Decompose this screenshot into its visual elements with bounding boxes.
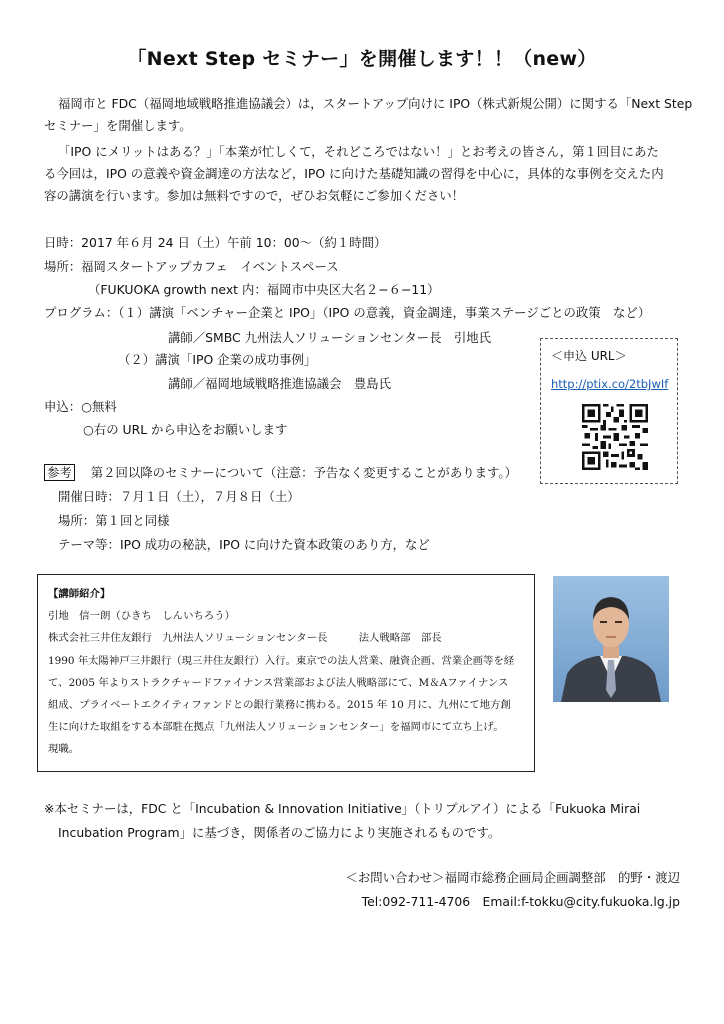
qr-code-icon[interactable]: [582, 404, 648, 470]
note-line-1: ※本セミナーは，FDC と「Incubation & Innovation Initiative」（トリプルアイ）による「Fukuoka Mirai: [44, 801, 641, 816]
program-item-1: プログラム：（１）講演「ベンチャー企業と IPO」（IPO の意義，資金調達，事業ステージごとの政策 など）: [44, 305, 651, 320]
profile-bio-line-4: 生に向けた取組をする本部駐在拠点「九州法人ソリューションセンター」を福岡市にて立ち上げ。: [48, 721, 504, 733]
profile-bio-line-5: 現職。: [48, 743, 80, 755]
contact-line-2: Tel:092-711-4706 Email:f-tokku@city.fukuoka.lg.jp: [361, 894, 680, 909]
speaker-photo: [553, 576, 669, 702]
apply-url-label: ＜申込 URL＞: [551, 349, 627, 363]
intro-paragraph-1-line-2: セミナー」を開催します。: [44, 118, 192, 133]
profile-bio-line-2: て、2005 年よりストラクチャードファイナンス営業部および法人戦略部にて、M＆Aファイナンス: [48, 677, 509, 689]
apply-fee: 申込：○無料: [44, 399, 117, 414]
reference-heading: 第２回以降のセミナーについて（注意：予告なく変更することがあります。）: [90, 465, 517, 480]
profile-heading: 【講師紹介】: [48, 588, 111, 600]
apply-url-box: [540, 338, 678, 484]
profile-name: 引地 信一朗（ひきち しんいちろう）: [48, 610, 236, 622]
profile-bio-line-1: 1990 年太陽神戸三井銀行（現三井住友銀行）入行。東京での法人営業、融資企画、営業企画等を経: [48, 655, 515, 667]
profile-bio-line-3: 組成、プライベートエクイティファンドとの銀行業務に携わる。2015 年 10 月に、九州にて地方創: [48, 699, 511, 711]
event-place-address: （FUKUOKA growth next 内：福岡市中央区大名２−６−11）: [88, 282, 440, 297]
page-title: 「Next Step セミナー」を開催します！！（new）: [127, 48, 597, 70]
contact-line-1: ＜お問い合わせ＞福岡市総務企画局企画調整部 的野・渡辺: [345, 870, 680, 885]
program-item-1-speaker: 講師／SMBC 九州法人ソリューションセンター長 引地氏: [168, 330, 492, 345]
reference-theme: テーマ等：IPO 成功の秘訣，IPO に向けた資本政策のあり方，など: [58, 537, 430, 552]
program-item-2-speaker: 講師／福岡地域戦略推進協議会 豊島氏: [168, 376, 392, 391]
apply-method: ○右の URL から申込をお願いします: [83, 422, 288, 437]
intro-paragraph-2-line-2: る今回は，IPO の意義や資金調達の方法など，IPO に向けた基礎知識の習得を中心に，具体的な事例を交えた内: [44, 166, 664, 181]
reference-tag: 参考: [44, 464, 75, 481]
intro-paragraph-2-line-1: 「IPO にメリットはある？」「本業が忙しくて，それどころではない！」とお考えの皆さん，第１回目にあた: [58, 144, 659, 159]
program-item-2: （２）講演「IPO 企業の成功事例」: [118, 352, 317, 367]
event-place: 場所：福岡スタートアップカフェ イベントスペース: [44, 259, 339, 274]
speaker-profile-box: [37, 574, 535, 772]
profile-position: 株式会社三井住友銀行 九州法人ソリューションセンター長 法人戦略部 部長: [48, 632, 442, 644]
reference-dates: 開催日時：７月１日（土），７月８日（土）: [58, 489, 300, 504]
reference-place: 場所：第１回と同様: [58, 513, 170, 528]
apply-url-link[interactable]: http://ptix.co/2tbJwIf: [551, 377, 669, 391]
intro-paragraph-1-line-1: 福岡市と FDC（福岡地域戦略推進協議会）は，スタートアップ向けに IPO（株式新規公開）に関する「Next Step: [58, 96, 693, 111]
intro-paragraph-2-line-3: 容の講演を行います。参加は無料ですので，ぜひお気軽にご参加ください！: [44, 188, 465, 203]
note-line-2: Incubation Program」に基づき，関係者のご協力により実施されるものです。: [58, 825, 501, 840]
event-date: 日時：2017 年６月 24 日（土）午前 10：00～（約１時間）: [44, 235, 387, 250]
reference-heading-row: [44, 462, 517, 484]
